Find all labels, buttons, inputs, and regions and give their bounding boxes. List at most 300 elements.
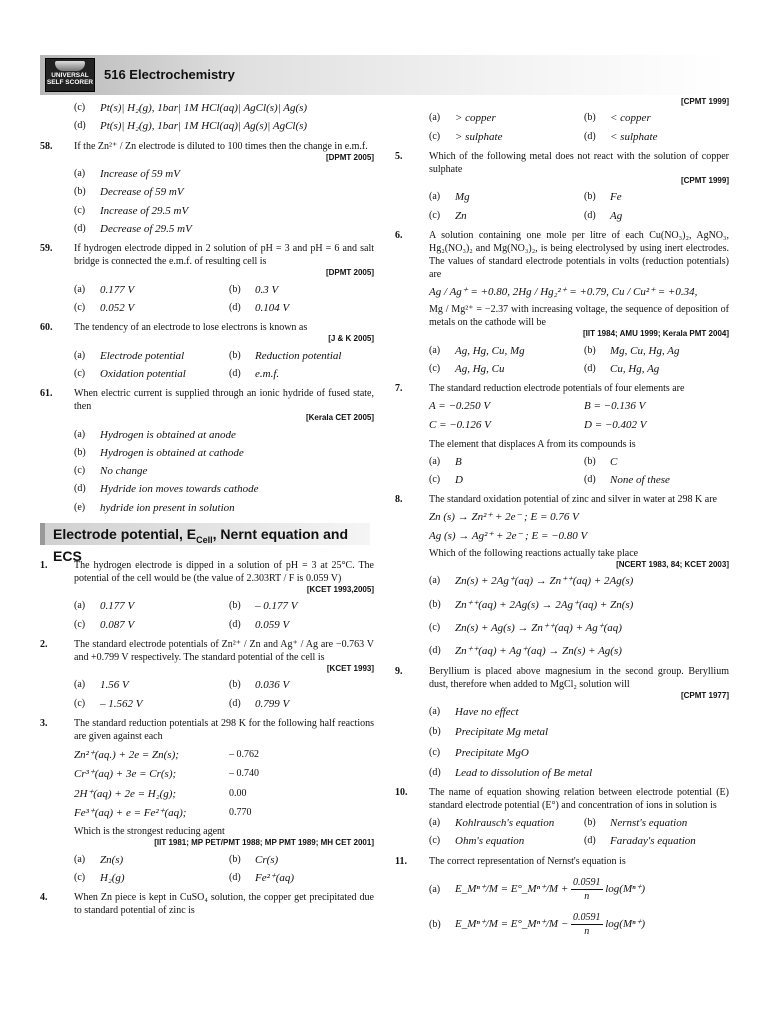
question-q9 — [395, 665, 729, 781]
options-list — [429, 344, 729, 377]
half-reaction: 2H⁺(aq) + 2e = H₂(g); — [74, 787, 177, 800]
option-item — [229, 697, 374, 711]
option-item — [584, 834, 729, 848]
option-item — [584, 209, 729, 223]
option-letter: (b) — [74, 446, 86, 458]
option-item — [429, 705, 729, 719]
option-item — [429, 362, 574, 376]
option-text: 0.036 V — [255, 679, 290, 692]
option-item — [229, 618, 374, 632]
question-text: Beryllium is placed above magnesium in the second group. Beryllium dust, therefore when added to MgCl₂ solution will — [429, 665, 729, 690]
option-letter: (d) — [429, 645, 441, 657]
option-letter: (b) — [584, 191, 596, 203]
option-text: Decrease of 59 mV — [100, 186, 184, 199]
question-text-2: Which of the following reactions actually take place — [429, 548, 639, 560]
reduction-potential: 0.770 — [229, 806, 252, 818]
question-text: The name of equation showing relation between electrode potential (E) standard electrode potential (E°) and concentration of ions in solution is — [429, 787, 729, 812]
option-text: 1.56 V — [100, 679, 129, 692]
option-item — [429, 455, 574, 469]
options-list — [74, 428, 374, 515]
question-text: The standard oxidation potential of zinc and silver in water at 298 K are — [429, 494, 717, 506]
option-item — [74, 367, 219, 381]
option-letter: (b) — [429, 726, 441, 738]
half-reaction: Fe³⁺(aq) + e = Fe²⁺(aq); — [74, 806, 187, 819]
option-item — [74, 101, 374, 115]
reduction-potential: 0.00 — [229, 787, 247, 799]
option-text: Ohm's equation — [455, 835, 525, 848]
question-source: [KCET 1993,2005] — [306, 585, 374, 595]
potential-values-grid — [429, 399, 729, 432]
logo-line2: SELF SCORER — [46, 79, 94, 87]
option-text: Mg — [455, 191, 470, 204]
option-letter: (c) — [74, 102, 86, 113]
option-item — [229, 367, 374, 381]
half-reaction-row — [74, 806, 374, 820]
option-item — [74, 501, 374, 515]
question-q10 — [395, 786, 729, 849]
option-item — [229, 599, 374, 613]
question-source: [DPMT 2005] — [325, 152, 374, 162]
option-text: 0.177 V — [100, 600, 135, 613]
nernst-equation — [455, 876, 645, 903]
question-text: The correct representation of Nernst's equation is — [429, 855, 626, 867]
option-text: Increase of 29.5 mV — [100, 204, 189, 217]
options-list — [74, 599, 374, 632]
fraction — [571, 911, 603, 938]
logo-line1: UNIVERSAL — [51, 72, 89, 79]
option-text: Hydrogen is obtained at anode — [100, 428, 236, 441]
publisher-logo — [45, 58, 95, 92]
option-text: Increase of 59 mV — [100, 167, 180, 180]
section-heading — [40, 523, 370, 564]
option-item — [229, 349, 374, 363]
option-text: Zn(s) — [100, 853, 124, 866]
option-text: No change — [100, 465, 148, 478]
question-source: [NCERT 1983, 84; KCET 2003] — [616, 560, 729, 570]
question-number: 9. — [395, 665, 403, 677]
question-q58 — [40, 140, 374, 237]
continued-options — [395, 111, 729, 144]
page-header — [40, 55, 728, 95]
option-text: Zn — [455, 209, 467, 222]
option-letter: (a) — [429, 817, 441, 829]
option-item — [429, 209, 574, 223]
option-letter: (c) — [74, 618, 86, 630]
option-item — [429, 876, 729, 903]
continued-options — [40, 101, 374, 134]
question-q7 — [395, 382, 729, 487]
option-letter: (d) — [74, 483, 86, 495]
option-text: Reduction potential — [255, 349, 342, 362]
half-reaction: Cr³⁺(aq) + 3e = Cr(s); — [74, 768, 177, 781]
option-item — [74, 428, 374, 442]
option-item — [74, 204, 374, 218]
question-number: 5. — [395, 150, 403, 162]
option-letter: (c) — [74, 204, 86, 216]
option-item — [229, 301, 374, 315]
option-item — [74, 618, 219, 632]
options-list — [429, 190, 729, 223]
option-text: hydride ion present in solution — [100, 501, 235, 514]
option-item — [429, 344, 574, 358]
option-text: Precipitate MgO — [455, 746, 529, 759]
option-text: Pt(s)| H₂(g), 1bar| 1M HCl(aq)| AgCl(s)| Ag(s) — [100, 102, 308, 114]
fraction — [571, 876, 603, 903]
option-letter: (a) — [429, 455, 441, 467]
option-letter: (b) — [229, 283, 241, 295]
option-item — [584, 455, 729, 469]
option-letter: (c) — [429, 622, 441, 634]
half-reaction: Zn²⁺(aq.) + 2e = Zn(s); — [74, 748, 179, 761]
option-text: C — [610, 455, 618, 468]
option-letter: (a) — [74, 349, 86, 361]
option-text: > copper — [455, 112, 496, 125]
option-letter: (b) — [584, 344, 596, 356]
half-reaction-row — [74, 787, 374, 801]
option-letter: (c) — [429, 835, 441, 847]
option-item — [429, 644, 729, 658]
question-text: When electric current is supplied through an ionic hydride of fused state, then — [74, 388, 374, 413]
option-letter: (d) — [229, 367, 241, 379]
option-item — [74, 853, 219, 867]
option-item — [429, 621, 729, 635]
section-title-rest: , Nernt equation and ECS — [53, 526, 348, 564]
option-letter: (d) — [584, 209, 596, 221]
question-source: [Kerala CET 2005] — [305, 413, 374, 423]
option-letter: (d) — [229, 697, 241, 709]
option-letter: (c) — [429, 746, 441, 758]
option-text: – 1.562 V — [100, 697, 143, 710]
option-text: Precipitate Mg metal — [455, 726, 549, 739]
option-text: Nernst's equation — [610, 817, 688, 830]
option-letter: (a) — [74, 600, 86, 612]
options-list — [74, 167, 374, 236]
option-letter: (c) — [429, 130, 441, 142]
option-letter: (a) — [429, 191, 441, 203]
option-text: Electrode potential — [100, 349, 185, 362]
option-item — [429, 130, 574, 144]
question-q61 — [40, 387, 374, 515]
option-letter: (d) — [229, 618, 241, 630]
option-letter: (d) — [584, 474, 596, 486]
logo-shield-icon — [55, 61, 85, 71]
option-letter: (d) — [229, 871, 241, 883]
element-potential: B = −0.136 V — [584, 400, 646, 413]
question-text-2: Which is the strongest reducing agent — [74, 826, 225, 838]
option-item — [584, 344, 729, 358]
element-potential: C = −0.126 V — [429, 418, 491, 431]
option-text: Ag, Hg, Cu, Mg — [455, 344, 525, 357]
option-text: Fe²⁺(aq) — [255, 871, 295, 884]
option-text: Faraday's equation — [610, 835, 696, 848]
question-source: [KCET 1993] — [326, 664, 374, 673]
option-item — [429, 111, 574, 125]
question-q59 — [40, 242, 374, 315]
option-text: Decrease of 29.5 mV — [100, 222, 192, 235]
option-text: Pt(s)| H₂(g), 1bar| 1M HCl(aq)| Ag(s)| AgCl(s) — [100, 120, 308, 133]
option-item — [429, 598, 729, 612]
option-letter: (b) — [429, 918, 441, 930]
left-column — [40, 97, 374, 919]
option-item — [74, 349, 219, 363]
question-q6 — [395, 229, 729, 376]
question-q1 — [40, 559, 374, 632]
option-letter: (a) — [74, 428, 86, 440]
option-text: 0.087 V — [100, 618, 135, 631]
option-text: e.m.f. — [255, 367, 280, 380]
question-text: A solution containing one mole per litre of each Cu(NO₃)₂, AgNO₃, Hg₂(NO₃)₂ and Mg(NO₃)₂, is being electrolysed by using inert electrodes. The values of standard electrode potentials in volts (reduction potentials) are — [429, 229, 729, 280]
option-letter: (b) — [229, 600, 241, 612]
option-text: Mg, Cu, Hg, Ag — [610, 344, 680, 357]
option-letter: (c) — [429, 209, 441, 221]
option-letter: (b) — [229, 853, 241, 865]
options-list — [429, 574, 729, 658]
option-letter: (d) — [429, 766, 441, 778]
option-text: Have no effect — [455, 706, 519, 718]
question-number: 2. — [40, 639, 48, 650]
option-letter: (a) — [429, 344, 441, 356]
option-letter: (d) — [74, 120, 86, 132]
fraction-denominator: n — [584, 890, 590, 902]
option-item — [429, 746, 729, 760]
option-letter: (b) — [429, 598, 441, 610]
question-text: If the Zn²⁺ / Zn electrode is diluted to 100 times then the change in e.m.f. — [74, 140, 368, 152]
option-item — [584, 190, 729, 204]
option-item — [74, 599, 219, 613]
option-letter: (c) — [74, 871, 86, 883]
option-text: 0.059 V — [255, 618, 290, 631]
option-letter: (b) — [584, 817, 596, 829]
option-text: – 0.177 V — [255, 600, 298, 613]
option-item — [74, 697, 219, 711]
option-text: Cr(s) — [255, 853, 279, 866]
options-list — [429, 816, 729, 849]
options-list — [429, 111, 729, 144]
option-letter: (d) — [584, 130, 596, 142]
option-letter: (a) — [74, 853, 86, 865]
option-item — [229, 678, 374, 692]
option-text: 0.3 V — [255, 283, 279, 296]
fraction-numerator: 0.0591 — [573, 876, 601, 888]
question-q60 — [40, 321, 374, 381]
option-item — [584, 816, 729, 830]
question-q4 — [40, 891, 374, 917]
option-item — [74, 464, 374, 478]
oxidation-equation: Zn (s) → Zn²⁺ + 2e⁻ ; E = 0.76 V — [429, 511, 579, 524]
question-source: [CPMT 1999] — [680, 175, 729, 185]
option-letter: (a) — [74, 167, 86, 179]
option-item — [429, 574, 729, 588]
option-item — [584, 473, 729, 487]
option-letter: (a) — [74, 283, 86, 295]
question-text: The standard reduction potentials at 298 K for the following half reactions are given against each — [74, 717, 374, 742]
question-text: If hydrogen electrode dipped in 2 solution of pH = 3 and pH = 6 and salt bridge is connected the e.m.f. of resulting cell is — [74, 243, 374, 268]
option-letter: (a) — [429, 883, 441, 895]
question-number: 6. — [395, 229, 403, 241]
option-item — [74, 185, 374, 199]
option-item — [429, 834, 574, 848]
option-letter: (b) — [584, 112, 596, 124]
option-text: None of these — [610, 474, 670, 487]
option-text: Zn(s) + 2Ag⁺(aq) → Zn⁺⁺(aq) + 2Ag(s) — [455, 575, 634, 588]
option-letter: (d) — [229, 301, 241, 313]
option-text: Zn⁺⁺(aq) + Ag⁺(aq) → Zn(s) + Ag(s) — [455, 645, 622, 658]
option-text: 0.799 V — [255, 697, 290, 710]
fraction-denominator: n — [584, 925, 590, 937]
option-text: Hydrogen is obtained at cathode — [100, 446, 244, 459]
question-number: 61. — [40, 388, 53, 400]
option-letter: (d) — [74, 222, 86, 234]
option-text: Lead to dissolution of Be metal — [455, 766, 593, 779]
option-letter: (c) — [74, 697, 86, 709]
option-text: Kohlrausch's equation — [455, 817, 555, 830]
option-letter: (a) — [429, 575, 441, 587]
options-list — [74, 349, 374, 382]
nernst-equation — [455, 911, 645, 938]
question-number: 10. — [395, 787, 408, 799]
question-source: [IIT 1981; MP PET/PMT 1988; MP PMT 1989; MH CET 2001] — [154, 838, 374, 848]
question-q3 — [40, 717, 374, 885]
option-letter: (c) — [74, 465, 86, 477]
question-text: When Zn piece is kept in CuSO₄ solution, the copper get precipitated due to standard potential of zinc is — [74, 892, 374, 917]
option-text: 0.104 V — [255, 301, 290, 314]
option-letter: (a) — [74, 679, 86, 691]
option-item — [74, 119, 374, 133]
option-letter: (b) — [584, 455, 596, 467]
question-text: Which of the following metal does not react with the solution of copper sulphate — [429, 150, 729, 175]
option-text: Ag, Hg, Cu — [455, 362, 505, 375]
right-column — [395, 97, 729, 946]
reduction-potential: – 0.740 — [229, 768, 259, 780]
option-letter: (d) — [584, 362, 596, 374]
question-number: 7. — [395, 383, 403, 395]
question-number: 11. — [395, 855, 407, 867]
option-item — [74, 301, 219, 315]
option-letter: (a) — [429, 706, 441, 717]
question-text: The hydrogen electrode is dipped in a solution of pH = 3 at 25°C. The potential of the cell would be (the value of 2.303RT / F is 0.059 V) — [74, 560, 374, 585]
option-item — [429, 911, 729, 938]
options-list — [429, 705, 729, 780]
question-source: [CPMT 1999] — [680, 97, 729, 106]
option-item — [74, 222, 374, 236]
options-list — [429, 455, 729, 488]
question-number: 3. — [40, 717, 48, 729]
question-q8 — [395, 493, 729, 658]
option-text: 0.052 V — [100, 301, 135, 314]
option-item — [74, 283, 219, 297]
question-source: [J & K 2005] — [328, 334, 374, 344]
question-source: [CPMT 1977] — [680, 690, 729, 700]
option-text: 0.177 V — [100, 283, 135, 296]
option-letter: (b) — [229, 679, 241, 691]
half-reaction-row — [74, 767, 374, 781]
option-item — [229, 283, 374, 297]
option-text: D — [455, 474, 463, 487]
option-item — [429, 473, 574, 487]
question-text: The tendency of an electrode to lose electrons is known as — [74, 322, 308, 334]
option-text: Oxidation potential — [100, 367, 186, 380]
option-text: > sulphate — [455, 130, 503, 143]
half-reaction-row — [74, 748, 374, 762]
option-letter: (b) — [229, 349, 241, 361]
section-title-sub: Cell — [196, 534, 213, 545]
question-number: 8. — [395, 494, 403, 506]
option-letter: (b) — [74, 186, 86, 198]
question-number: 58. — [40, 140, 53, 152]
section-title: Electrode potential, E — [53, 526, 197, 543]
option-item — [74, 446, 374, 460]
question-number: 1. — [40, 560, 48, 572]
question-number: 60. — [40, 322, 53, 334]
question-text-2: The element that displaces A from its compounds is — [429, 438, 636, 450]
option-text: < copper — [610, 112, 651, 125]
question-source: [IIT 1984; AMU 1999; Kerala PMT 2004] — [583, 329, 729, 339]
question-q5 — [395, 150, 729, 223]
element-potential: D = −0.402 V — [584, 418, 647, 431]
page-title: 516 Electrochemistry — [104, 67, 235, 82]
option-item — [429, 766, 729, 780]
equation-lhs: E_Mⁿ⁺/M = E°_Mⁿ⁺/M − — [455, 917, 571, 930]
option-text: B — [455, 455, 462, 468]
option-letter: (c) — [74, 367, 86, 379]
equation-log-term: log(Mⁿ⁺) — [602, 917, 646, 930]
equation-log-term: log(Mⁿ⁺) — [602, 882, 646, 895]
option-item — [74, 871, 219, 885]
option-item — [74, 678, 219, 692]
option-letter: (c) — [429, 362, 441, 374]
fraction-numerator: 0.0591 — [573, 911, 601, 923]
question-q2 — [40, 638, 374, 711]
element-potential: A = −0.250 V — [429, 400, 491, 413]
option-item — [229, 853, 374, 867]
option-item — [584, 111, 729, 125]
option-item — [429, 725, 729, 739]
option-text: Zn(s) + Ag(s) → Zn⁺⁺(aq) + Ag⁺(aq) — [455, 622, 622, 635]
potential-values: Ag / Ag⁺ = +0.80, 2Hg / Hg₂²⁺ = +0.79, Cu / Cu²⁺ = +0.34, — [429, 285, 698, 298]
question-text: The standard reduction electrode potentials of four elements are — [429, 383, 685, 395]
option-text: Zn⁺⁺(aq) + 2Ag(s) → 2Ag⁺(aq) + Zn(s) — [455, 598, 634, 611]
options-list — [74, 853, 374, 886]
option-item — [229, 871, 374, 885]
option-item — [584, 130, 729, 144]
option-text: Fe — [610, 191, 622, 204]
options-list — [74, 101, 374, 134]
option-text: H₂(g) — [100, 871, 125, 884]
option-letter: (e) — [74, 501, 86, 513]
options-list — [74, 678, 374, 711]
option-item — [429, 190, 574, 204]
question-text: The standard electrode potentials of Zn²⁺ / Zn and Ag⁺ / Ag are −0.763 V and +0.799 V respectively. The standard potential of the cell is — [74, 639, 374, 663]
reduction-potential: – 0.762 — [229, 748, 259, 760]
option-text: < sulphate — [610, 130, 658, 143]
option-letter: (d) — [584, 835, 596, 847]
option-text: Ag — [610, 209, 623, 222]
question-q11 — [395, 855, 729, 938]
equation-lhs: E_Mⁿ⁺/M = E°_Mⁿ⁺/M + — [455, 882, 571, 895]
question-number: 59. — [40, 243, 53, 255]
oxidation-equation: Ag (s) → Ag²⁺ + 2e⁻ ; E = −0.80 V — [429, 529, 588, 542]
option-item — [74, 482, 374, 496]
option-letter: (c) — [74, 301, 86, 313]
option-letter: (c) — [429, 474, 441, 486]
question-source: [DPMT 2005] — [325, 268, 374, 278]
question-text-2: Mg / Mg²⁺ = −2.37 with increasing voltage, the sequence of deposition of metals on the cathode will be — [429, 304, 729, 329]
options-list — [74, 283, 374, 316]
option-item — [74, 167, 374, 181]
option-letter: (a) — [429, 112, 441, 124]
option-text: Hydride ion moves towards cathode — [100, 483, 259, 496]
option-text: Cu, Hg, Ag — [610, 362, 660, 375]
